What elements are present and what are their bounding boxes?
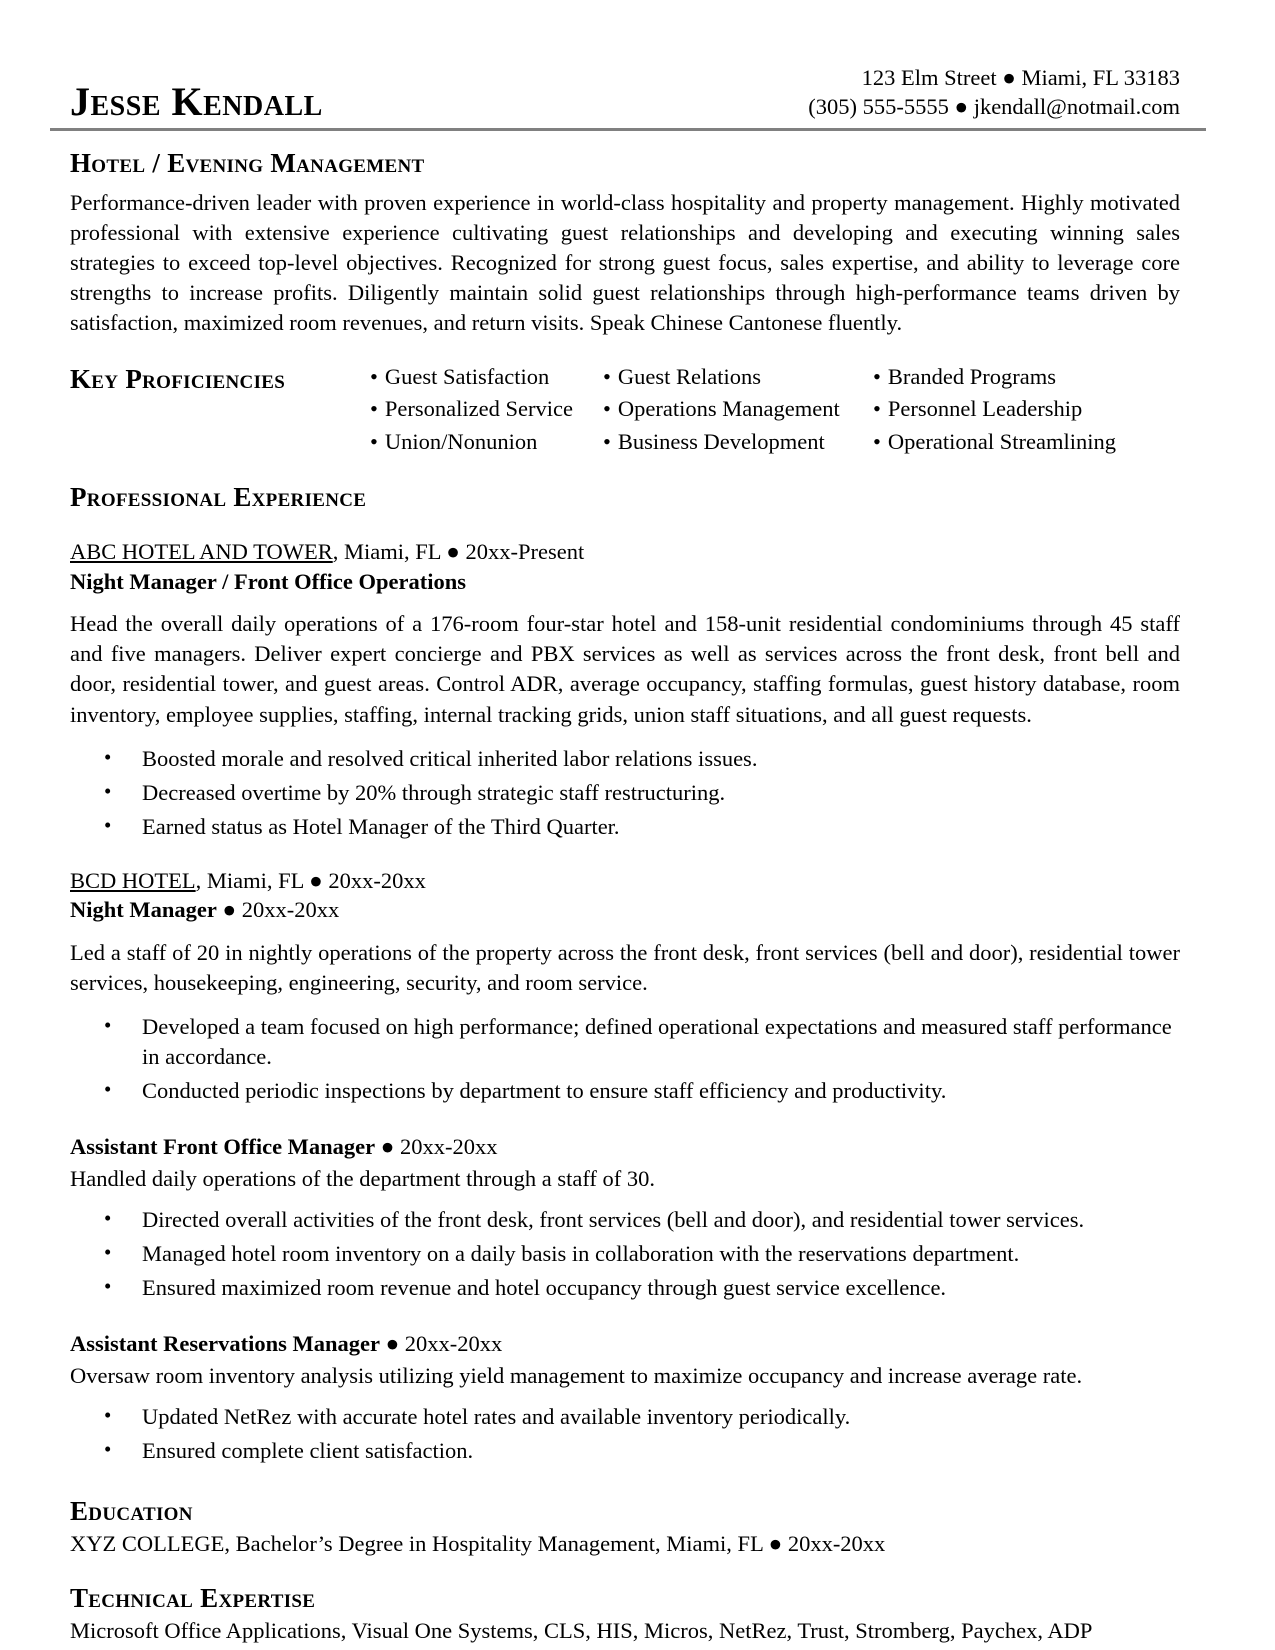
proficiency-label: Guest Satisfaction — [384, 364, 550, 390]
technical-title: Technical Expertise — [70, 1583, 316, 1614]
subrole-title: Assistant Reservations Manager — [70, 1331, 380, 1357]
education-title: Education — [70, 1496, 193, 1527]
proficiency-item — [603, 429, 873, 454]
company-meta: , Miami, FL ● 20xx-20xx — [195, 867, 426, 893]
proficiency-item — [370, 396, 603, 421]
header-divider — [50, 128, 1206, 131]
proficiency-label: Operational Streamlining — [887, 428, 1116, 454]
subrole-dates: ● 20xx-20xx — [379, 1331, 503, 1357]
proficiency-item — [873, 396, 1180, 421]
experience-subrole — [70, 1133, 1180, 1303]
subrole-bullet-list — [70, 1205, 1180, 1303]
bullet-item: • Updated NetRez with accurate hotel rates and available inventory periodically. — [70, 1402, 1180, 1432]
technical-line: Microsoft Office Applications, Visual One Systems, CLS, HIS, Micros, NetRez, Trust, Stromberg, Paychex, ADP — [70, 1618, 1093, 1644]
contact-address: 123 Elm Street ● Miami, FL 33183 — [861, 64, 1180, 90]
education-line: XYZ COLLEGE, Bachelor’s Degree in Hospitality Management, Miami, FL ● 20xx-20xx — [70, 1531, 886, 1557]
bullet-item: • Ensured complete client satisfaction. — [70, 1436, 1180, 1466]
experience-entry — [70, 867, 1180, 1107]
bullet-item: • Developed a team focused on high performance; defined operational expectations and measured staff performance in accordance. — [70, 1012, 1180, 1072]
bullet-icon: • — [603, 428, 611, 454]
experience-entry — [70, 538, 1180, 842]
role-line — [70, 568, 1180, 597]
proficiency-label: Guest Relations — [617, 364, 761, 390]
proficiencies-heading-wrap — [70, 364, 370, 395]
proficiencies-grid — [370, 364, 1180, 454]
proficiency-item — [603, 396, 873, 421]
subrole-description: Oversaw room inventory analysis utilizing yield management to maximize occupancy and increase average rate. — [70, 1363, 1083, 1389]
proficiency-label: Business Development — [617, 428, 825, 454]
education-section — [70, 1496, 1180, 1559]
job-description: Led a staff of 20 in nightly operations of the property across the front desk, front services (bell and door), residential tower services, housekeeping, engineering, security, and room service. — [70, 940, 1180, 996]
proficiency-item — [370, 364, 603, 389]
job-title: Night Manager / Front Office Operations — [70, 568, 466, 594]
candidate-name: Jesse Kendall — [70, 79, 323, 124]
proficiencies-section — [70, 364, 1180, 454]
subrole-dates: ● 20xx-20xx — [375, 1134, 498, 1160]
objective-summary: Performance-driven leader with proven experience in world-class hospitality and property management. Highly motivated professional with extensive experience cultivating guest relationships and developing and executing winning sales strategies to exceed top-level objectives. Recognized for strong guest focus, sales expertise, and ability to leverage core strengths to increase profits. Diligently maintain solid guest relationships through high-performance teams driven by satisfaction, maximized room revenues, and return visits. Speak Chinese Cantonese fluently. — [70, 190, 1180, 336]
subrole-title: Assistant Front Office Manager — [70, 1134, 376, 1160]
experience-title: Professional Experience — [70, 481, 367, 512]
experience-section — [70, 482, 1180, 513]
company-meta: , Miami, FL ● 20xx-Present — [332, 538, 585, 564]
proficiency-label: Union/Nonunion — [384, 428, 538, 454]
bullet-item: • Conducted periodic inspections by department to ensure staff efficiency and productivity. — [70, 1076, 1180, 1106]
proficiencies-title: Key Proficiencies — [70, 364, 286, 395]
proficiency-label: Personnel Leadership — [887, 396, 1083, 422]
job-dates: ● 20xx-20xx — [216, 897, 340, 923]
proficiency-item — [873, 429, 1180, 454]
objective-title: Hotel / Evening Management — [70, 148, 425, 178]
role-line — [70, 896, 1180, 925]
job-bullet-list — [70, 744, 1180, 842]
bullet-item: • Earned status as Hotel Manager of the Third Quarter. — [70, 812, 1180, 842]
proficiency-item — [873, 364, 1180, 389]
bullet-icon: • — [603, 396, 611, 422]
company-name: BCD HOTEL — [70, 867, 196, 893]
bullet-item: • Directed overall activities of the front desk, front services (bell and door), and residential tower services. — [70, 1205, 1180, 1235]
proficiency-label: Operations Management — [617, 396, 840, 422]
contact-block — [808, 63, 1180, 125]
job-bullet-list — [70, 1012, 1180, 1106]
bullet-item: • Boosted morale and resolved critical inherited labor relations issues. — [70, 744, 1180, 774]
bullet-icon: • — [873, 396, 881, 422]
proficiency-item — [370, 429, 603, 454]
bullet-icon: • — [873, 428, 881, 454]
experience-subrole — [70, 1330, 1180, 1466]
job-description: Head the overall daily operations of a 176-room four-star hotel and 158-unit residential condominiums through 45 staff and five managers. Deliver expert concierge and PBX services as well as services across the front desk, front bell and door, residential tower, and guest areas. Control ADR, average occupancy, staffing formulas, guest history database, room inventory, employee supplies, staffing, internal tracking grids, union staff situations, and all guest requests. — [70, 611, 1180, 727]
bullet-icon: • — [873, 364, 881, 390]
subrole-line — [70, 1330, 1180, 1359]
bullet-icon: • — [603, 364, 611, 390]
proficiency-label: Personalized Service — [384, 396, 573, 422]
subrole-description: Handled daily operations of the department through a staff of 30. — [70, 1166, 656, 1192]
bullet-icon: • — [370, 364, 378, 390]
bullet-icon: • — [370, 396, 378, 422]
bullet-icon: • — [370, 428, 378, 454]
contact-phone-email: (305) 555-5555 ● jkendall@notmail.com — [808, 93, 1180, 119]
subrole-bullet-list — [70, 1402, 1180, 1466]
company-name: ABC HOTEL AND TOWER — [70, 538, 333, 564]
objective-section — [70, 148, 1180, 338]
bullet-item: • Managed hotel room inventory on a daily basis in collaboration with the reservations department. — [70, 1239, 1180, 1269]
subrole-line — [70, 1133, 1180, 1162]
proficiency-label: Branded Programs — [887, 364, 1056, 390]
resume-header — [70, 62, 1180, 124]
technical-section — [70, 1583, 1180, 1646]
bullet-item: • Ensured maximized room revenue and hotel occupancy through guest service excellence. — [70, 1273, 1180, 1303]
company-line — [70, 538, 1180, 567]
company-line — [70, 867, 1180, 896]
bullet-item: • Decreased overtime by 20% through strategic staff restructuring. — [70, 778, 1180, 808]
proficiency-item — [603, 364, 873, 389]
job-title: Night Manager — [70, 897, 217, 923]
